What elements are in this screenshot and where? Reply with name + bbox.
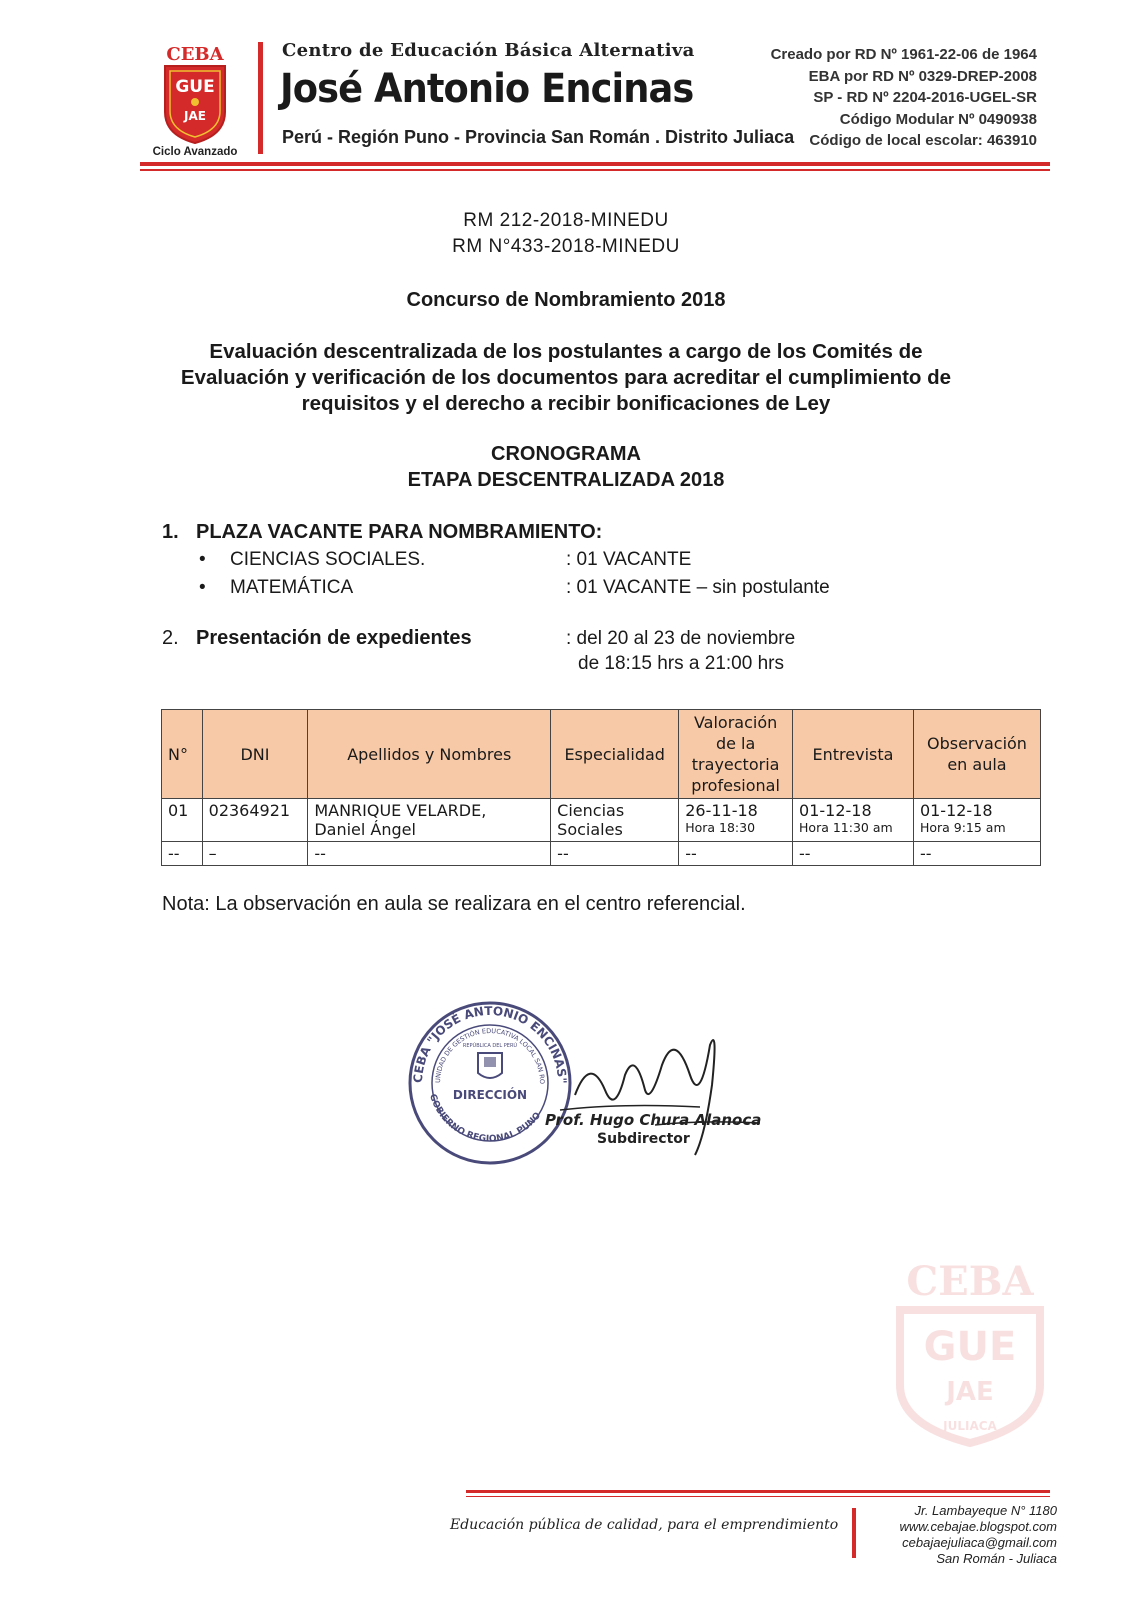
etapa-heading: ETAPA DESCENTRALIZADA 2018 (407, 469, 725, 491)
vacancy-label: CIENCIAS SOCIALES. (230, 549, 426, 570)
cell-name-line: Daniel Ángel (314, 820, 416, 839)
signer-role: Subdirector (597, 1131, 690, 1147)
cell-empty: -- (162, 842, 203, 866)
bullet-icon: • (199, 549, 206, 570)
cronograma-heading: CRONOGRAMA (491, 443, 641, 465)
header-location: Perú - Región Puno - Provincia San Román . Distrito Juliaca (282, 127, 795, 147)
cell-empty: -- (679, 842, 793, 866)
col-header: Observación en aula (913, 710, 1040, 799)
cronograma-title (0, 441, 1132, 493)
col-header: Valoración de la trayectoria profesional (679, 710, 793, 799)
rm-line-2: RM N°433-2018-MINEDU (452, 236, 680, 257)
cell-specialty-line: Ciencias (557, 801, 625, 820)
cell-name (308, 799, 551, 842)
vacancy-value: : 01 VACANTE (566, 549, 692, 570)
school-logo (140, 40, 250, 158)
watermark-bottom: JULIACA (943, 1419, 997, 1433)
footer-address-line: cebajaejuliaca@gmail.com (902, 1535, 1057, 1550)
footer-address-line: Jr. Lambayeque N° 1180 (914, 1503, 1057, 1518)
section-2-title: Presentación de expedientes (196, 627, 472, 649)
rm-line-1: RM 212-2018-MINEDU (463, 210, 669, 231)
stamp-bottom-text: GOBIERNO REGIONAL PUNO (427, 1092, 544, 1145)
header-divider (258, 42, 263, 154)
cell-date: 01-12-18 (799, 801, 872, 820)
rm-block (0, 208, 1132, 260)
schedule-table (161, 709, 1041, 866)
cell-date: 26-11-18 (685, 801, 758, 820)
header-rule (140, 162, 1050, 166)
cell-empty: -- (308, 842, 551, 866)
watermark-sub: JAE (946, 1377, 994, 1407)
evaluation-title (0, 339, 1132, 417)
header-reg-line: Código Modular Nº 0490938 (839, 110, 1037, 128)
stamp-small-text: REPÚBLICA DEL PERÚ (462, 1043, 518, 1049)
watermark-letters: GUE (923, 1324, 1017, 1370)
footer-address-line: www.cebajae.blogspot.com (899, 1519, 1057, 1534)
header-rule-thin (140, 169, 1050, 171)
section-1-number: 1. (162, 521, 179, 543)
stamp-inner-text: UNIDAD DE GESTIÓN EDUCATIVA LOCAL SAN RO (433, 1026, 547, 1085)
watermark-logo (880, 1255, 1060, 1455)
evaluation-line: Evaluación y verificación de los documentos para acreditar el cumplimiento de (180, 366, 952, 389)
col-header: N° (162, 710, 203, 799)
cell-empty: -- (913, 842, 1040, 866)
col-header: Especialidad (551, 710, 679, 799)
col-header: Entrevista (793, 710, 914, 799)
presentation-dates: : del 20 al 23 de noviembre (566, 628, 796, 649)
evaluation-line: Evaluación descentralizada de los postulantes a cargo de los Comités de (209, 340, 923, 363)
cell-dni: 02364921 (202, 799, 308, 842)
cell-specialty-line: Sociales (557, 820, 623, 839)
evaluation-line: requisitos y el derecho a recibir bonificaciones de Ley (301, 392, 831, 415)
bullet-icon: • (199, 577, 206, 598)
presentation-hours: de 18:15 hrs a 21:00 hrs (578, 653, 784, 674)
cell-empty: – (202, 842, 308, 866)
official-stamp (400, 995, 780, 1175)
header-reg-line: EBA por RD Nº 0329-DREP-2008 (808, 67, 1037, 85)
cell-number: 01 (162, 799, 203, 842)
note-text: Nota: La observación en aula se realizara en el centro referencial. (162, 893, 746, 915)
header-reg-line: Creado por RD Nº 1961-22-06 de 1964 (770, 46, 1037, 63)
header-school-name: José Antonio Encinas (280, 66, 694, 112)
signer-name: Prof. Hugo Chura Alanoca (545, 1111, 762, 1129)
cell-name-line: MANRIQUE VELARDE, (314, 801, 487, 820)
header-reg-line: SP - RD Nº 2204-2016-UGEL-SR (813, 89, 1037, 106)
logo-sub: JAE (184, 109, 206, 123)
footer-slogan: Educación pública de calidad, para el emprendimiento (450, 1517, 839, 1533)
header-org: Centro de Educación Básica Alternativa (282, 40, 695, 61)
vacancy-value: : 01 VACANTE – sin postulante (566, 577, 830, 598)
stamp-outer-text: CEBA "JOSÉ ANTONIO ENCINAS" (410, 1003, 570, 1084)
footer-rule-thin (466, 1496, 1050, 1497)
table-row (162, 842, 1041, 866)
footer-address-line: San Román - Juliaca (936, 1551, 1057, 1566)
watermark-top-text: CEBA (906, 1258, 1034, 1305)
col-header: DNI (202, 710, 308, 799)
stamp-center-text: DIRECCIÓN (452, 1088, 528, 1102)
section-2-number: 2. (162, 627, 179, 649)
col-header: Apellidos y Nombres (308, 710, 551, 799)
cell-valoracion (679, 799, 793, 842)
footer-divider (852, 1508, 856, 1558)
header-registration (771, 44, 1037, 152)
cell-time: Hora 9:15 am (919, 820, 1006, 835)
cell-time: Hora 11:30 am (799, 820, 893, 835)
vacancy-label: MATEMÁTICA (230, 577, 354, 598)
cell-observacion (913, 799, 1040, 842)
table-header-row (162, 710, 1041, 799)
cell-date: 01-12-18 (919, 801, 993, 820)
footer-rule (466, 1490, 1050, 1493)
section-1-title: PLAZA VACANTE PARA NOMBRAMIENTO: (196, 521, 603, 543)
cell-time: Hora 18:30 (685, 820, 756, 835)
table-row (162, 799, 1041, 842)
cell-empty: -- (793, 842, 914, 866)
signature-block (400, 995, 780, 1175)
logo-top-text: CEBA (166, 44, 224, 65)
concurso-title: Concurso de Nombramiento 2018 (406, 289, 726, 311)
logo-letters: GUE (175, 77, 215, 97)
footer-address (899, 1503, 1057, 1567)
cell-entrevista (793, 799, 914, 842)
header-reg-line: Código de local escolar: 463910 (809, 132, 1037, 149)
logo-caption: Ciclo Avanzado (152, 146, 238, 158)
cell-empty: -- (551, 842, 679, 866)
cell-specialty (551, 799, 679, 842)
